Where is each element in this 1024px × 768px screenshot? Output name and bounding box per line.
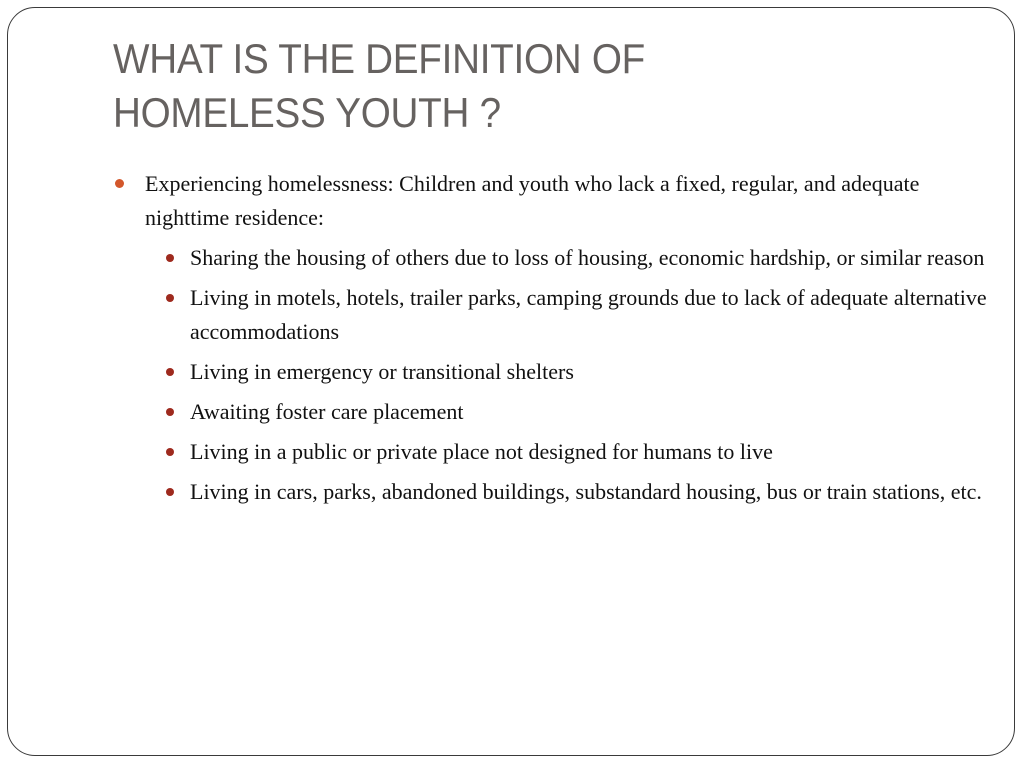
sub-bullet-list	[158, 241, 987, 509]
sub-bullet-dot-icon	[166, 488, 174, 496]
sub-bullet-dot-icon	[166, 294, 174, 302]
sub-bullet-item	[158, 395, 990, 429]
sub-bullet-text: Living in motels, hotels, trailer parks, camping grounds due to lack of adequate alternative accommodations	[190, 285, 987, 344]
slide-title-line-1: WHAT IS THE DEFINITION OF	[113, 35, 645, 82]
bullet-list	[113, 167, 987, 509]
sub-bullet-item	[158, 435, 990, 469]
main-bullet-text: Experiencing homelessness: Children and youth who lack a fixed, regular, and adequate nighttime residence:	[145, 171, 920, 230]
sub-bullet-dot-icon	[166, 368, 174, 376]
sub-bullet-text: Awaiting foster care placement	[190, 399, 464, 424]
sub-bullet-dot-icon	[166, 448, 174, 456]
sub-bullet-text: Living in a public or private place not designed for humans to live	[190, 439, 773, 464]
sub-bullet-text: Sharing the housing of others due to loss of housing, economic hardship, or similar reason	[190, 245, 985, 270]
sub-bullet-text: Living in cars, parks, abandoned buildings, substandard housing, bus or train stations, etc.	[190, 479, 982, 504]
main-bullet-item	[113, 167, 987, 509]
slide-title-line-2: HOMELESS YOUTH ?	[113, 89, 501, 136]
sub-bullet-item	[158, 281, 990, 349]
sub-bullet-dot-icon	[166, 408, 174, 416]
sub-bullet-dot-icon	[166, 254, 174, 262]
sub-bullet-item	[158, 241, 990, 275]
sub-bullet-text: Living in emergency or transitional shelters	[190, 359, 574, 384]
sub-bullet-item	[158, 475, 990, 509]
sub-bullet-item	[158, 355, 990, 389]
slide-body	[113, 167, 987, 515]
slide-title	[113, 32, 867, 140]
bullet-dot-icon	[115, 179, 124, 188]
